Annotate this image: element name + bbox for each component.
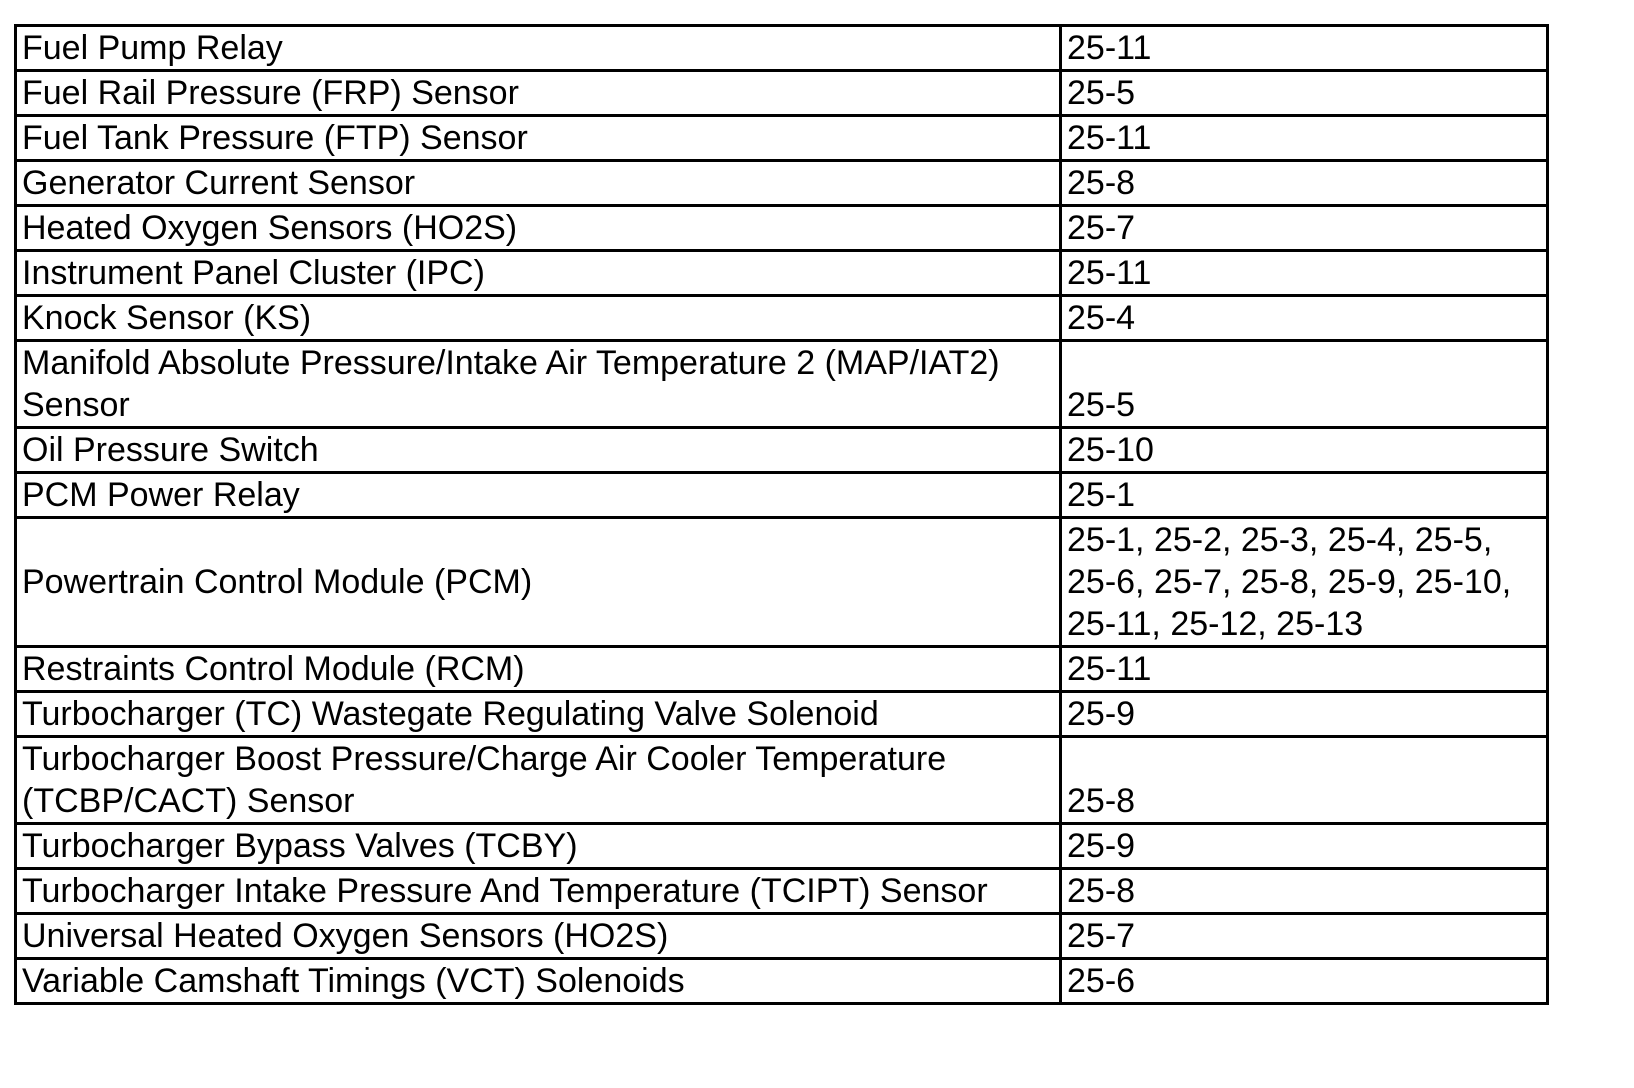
- table-row: [16, 959, 1548, 1004]
- component-cell: Oil Pressure Switch: [16, 428, 1061, 473]
- location-cell: 25-8: [1061, 737, 1548, 824]
- component-cell: Turbocharger Intake Pressure And Temperature (TCIPT) Sensor: [16, 869, 1061, 914]
- table-row: [16, 161, 1548, 206]
- location-cell: 25-7: [1061, 914, 1548, 959]
- location-cell: 25-6: [1061, 959, 1548, 1004]
- table-row: [16, 824, 1548, 869]
- location-cell: 25-9: [1061, 692, 1548, 737]
- location-cell: 25-11: [1061, 251, 1548, 296]
- table-row: [16, 428, 1548, 473]
- location-cell: 25-8: [1061, 869, 1548, 914]
- component-cell: Universal Heated Oxygen Sensors (HO2S): [16, 914, 1061, 959]
- component-cell: Fuel Rail Pressure (FRP) Sensor: [16, 71, 1061, 116]
- table-row: [16, 518, 1548, 647]
- table-row: [16, 737, 1548, 824]
- location-cell: 25-4: [1061, 296, 1548, 341]
- table-row: [16, 647, 1548, 692]
- location-cell: 25-11: [1061, 647, 1548, 692]
- location-cell: 25-9: [1061, 824, 1548, 869]
- table-row: [16, 473, 1548, 518]
- component-cell: Restraints Control Module (RCM): [16, 647, 1061, 692]
- component-cell: Fuel Tank Pressure (FTP) Sensor: [16, 116, 1061, 161]
- location-cell: 25-7: [1061, 206, 1548, 251]
- component-cell: Generator Current Sensor: [16, 161, 1061, 206]
- component-location-table: [14, 24, 1549, 1005]
- table-row: [16, 71, 1548, 116]
- component-cell: Variable Camshaft Timings (VCT) Solenoids: [16, 959, 1061, 1004]
- location-cell: 25-11: [1061, 26, 1548, 71]
- table-row: [16, 296, 1548, 341]
- table-row: [16, 251, 1548, 296]
- component-cell: Manifold Absolute Pressure/Intake Air Temperature 2 (MAP/IAT2) Sensor: [16, 341, 1061, 428]
- table-row: [16, 914, 1548, 959]
- table-row: [16, 869, 1548, 914]
- component-cell: Fuel Pump Relay: [16, 26, 1061, 71]
- component-cell: PCM Power Relay: [16, 473, 1061, 518]
- component-cell: Heated Oxygen Sensors (HO2S): [16, 206, 1061, 251]
- table-row: [16, 116, 1548, 161]
- location-cell: 25-11: [1061, 116, 1548, 161]
- location-cell: 25-1, 25-2, 25-3, 25-4, 25-5, 25-6, 25-7, 25-8, 25-9, 25-10, 25-11, 25-12, 25-13: [1061, 518, 1548, 647]
- component-cell: Knock Sensor (KS): [16, 296, 1061, 341]
- table-row: [16, 26, 1548, 71]
- location-cell: 25-5: [1061, 71, 1548, 116]
- component-cell: Turbocharger Boost Pressure/Charge Air Cooler Temperature (TCBP/CACT) Sensor: [16, 737, 1061, 824]
- component-cell: Turbocharger (TC) Wastegate Regulating Valve Solenoid: [16, 692, 1061, 737]
- component-cell: Powertrain Control Module (PCM): [16, 518, 1061, 647]
- location-cell: 25-10: [1061, 428, 1548, 473]
- table-row: [16, 206, 1548, 251]
- location-cell: 25-8: [1061, 161, 1548, 206]
- table-row: [16, 692, 1548, 737]
- component-cell: Turbocharger Bypass Valves (TCBY): [16, 824, 1061, 869]
- location-cell: 25-1: [1061, 473, 1548, 518]
- table-row: [16, 341, 1548, 428]
- component-cell: Instrument Panel Cluster (IPC): [16, 251, 1061, 296]
- location-cell: 25-5: [1061, 341, 1548, 428]
